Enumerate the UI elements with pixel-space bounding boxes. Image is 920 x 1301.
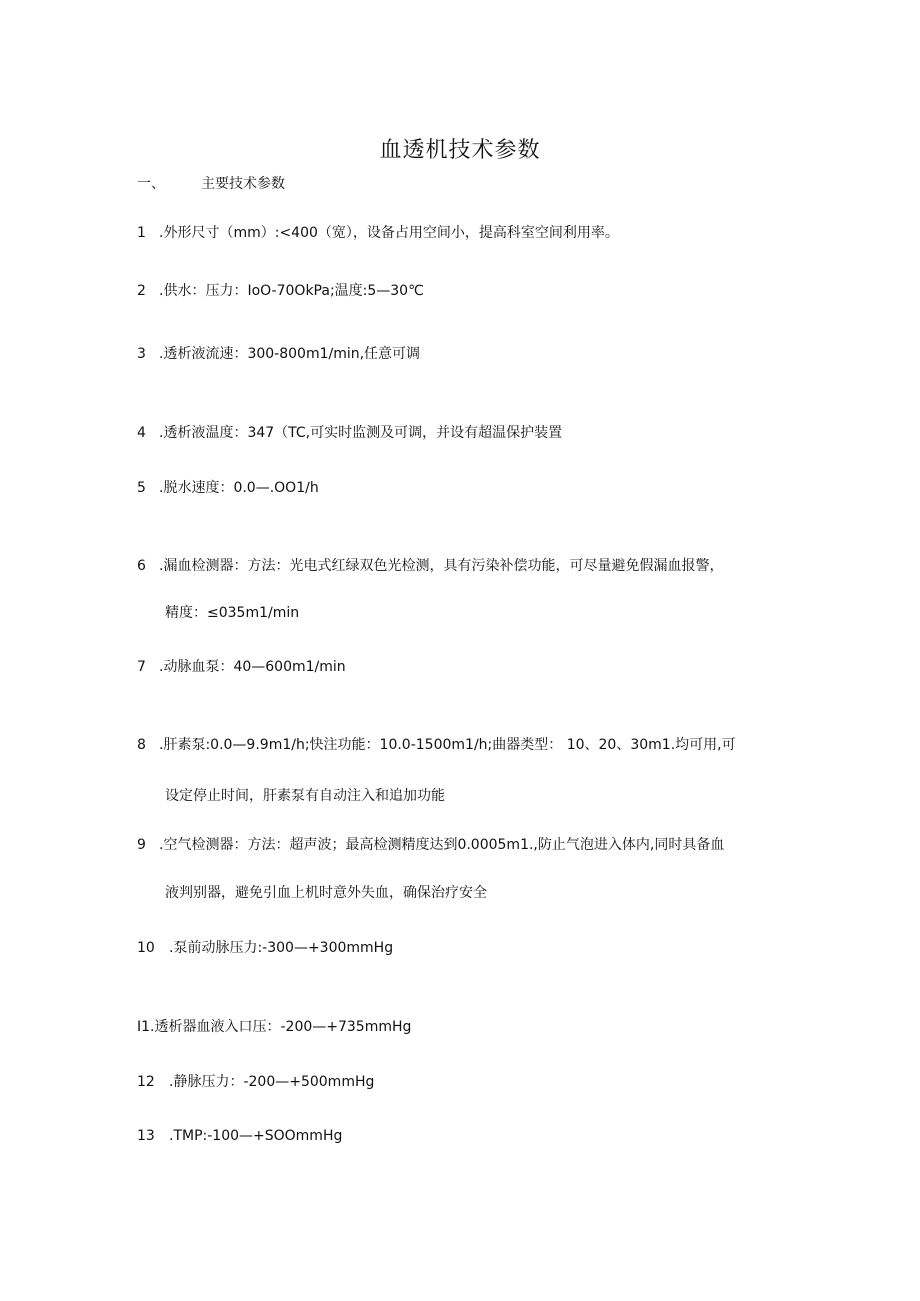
item-text: .供水：压力：IoO-70OkPa;温度:5—30℃ [159, 283, 424, 299]
item-text: .透析液流速：300-800m1∕min,任意可调 [159, 346, 421, 362]
page-title: 血透机技术参数 [379, 137, 541, 163]
item-number: 3 [137, 346, 146, 362]
section-heading [137, 173, 285, 193]
item-text: .脱水速度：0.0—.OO1∕h [159, 480, 319, 496]
section-number: 一、 [137, 176, 165, 192]
section-heading-text: 主要技术参数 [201, 176, 285, 192]
item-number: 13 [137, 1128, 155, 1144]
item-number: 12 [137, 1074, 155, 1090]
item-text: .肝素泵:0.0—9.9m1∕h;快注功能：10.0-1500m1∕h;曲器类型： 10、20、30m1.均可用,可 [159, 737, 736, 753]
item-text: .泵前动脉压力:-300—+300mmHg [169, 940, 394, 956]
item-number: 7 [137, 659, 146, 675]
item-text: .TMP:-100—+SOOmmHg [169, 1128, 343, 1144]
item-text: .动脉血泵：40—600m1∕min [159, 659, 346, 675]
item-number: 5 [137, 480, 146, 496]
item-number: 2 [137, 283, 146, 299]
item-text: .漏血检测器：方法：光电式红绿双色光检测，具有污染补偿功能，可尽量避免假漏血报警， [159, 558, 724, 574]
item-text: I1.透析器血液入口压：-200—+735mmHg [137, 1019, 412, 1035]
item-number: 9 [137, 837, 146, 853]
item-text: .透析液温度：347（TC,可实时监测及可调，并设有超温保护装置 [159, 425, 563, 441]
item-continuation: 精度：≤035m1∕min [165, 605, 300, 621]
item-number: 6 [137, 558, 146, 574]
item-continuation: 液判别器，避免引血上机时意外失血，确保治疗安全 [165, 885, 487, 901]
item-continuation: 设定停止时间，肝素泵有自动注入和追加功能 [165, 788, 445, 804]
item-text: .静脉压力：-200—+500mmHg [169, 1074, 375, 1090]
item-number: 1 [137, 225, 146, 241]
item-number: 10 [137, 940, 155, 956]
item-text: .外形尺寸（mm）:<400（宽），设备占用空间小，提高科室空间利用率。 [159, 225, 619, 241]
item-number: 4 [137, 425, 146, 441]
item-text: .空气检测器：方法：超声波；最高检测精度达到0.0005m1.,防止气泡进入体内,同时具备血 [159, 837, 725, 853]
item-number: 8 [137, 737, 146, 753]
